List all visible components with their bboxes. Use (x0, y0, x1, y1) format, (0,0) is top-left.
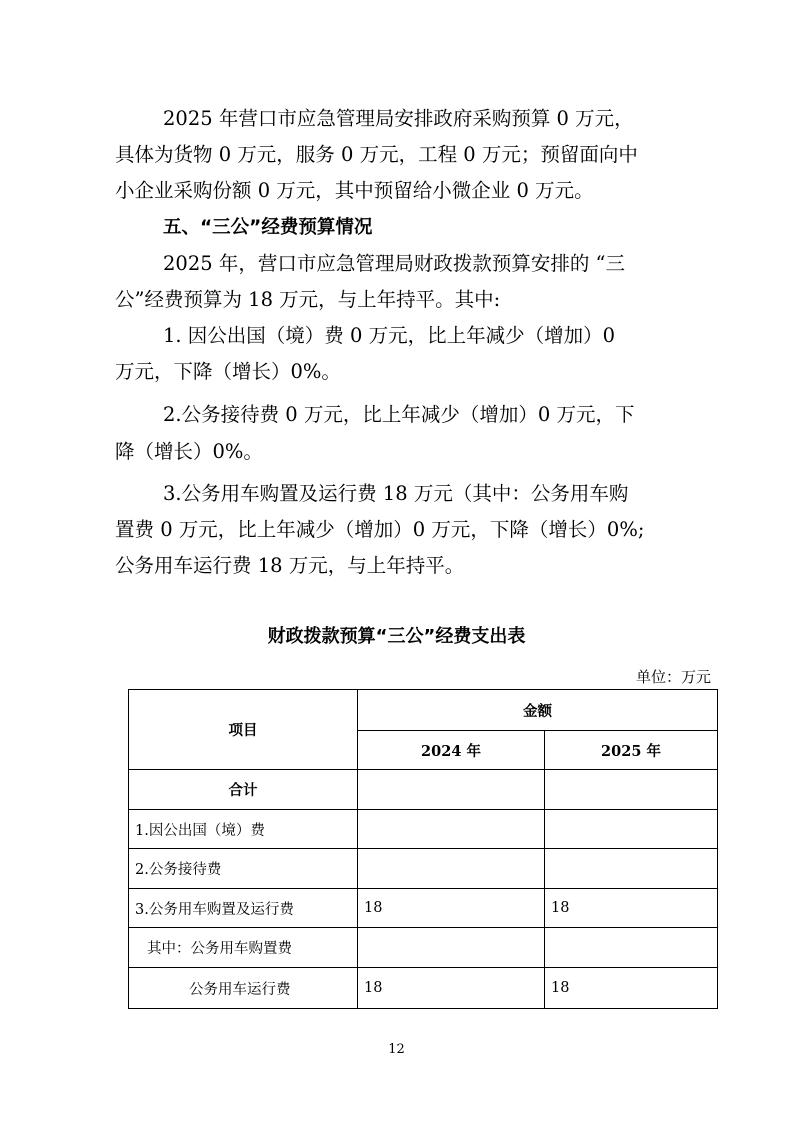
para4-line2: 降（增长）0%。 (115, 440, 263, 463)
row-value-2024 (358, 770, 545, 810)
row-value-2025 (545, 770, 718, 810)
row-value-2024: 18 (358, 968, 545, 1009)
header-year-2025: 2025 年 (545, 731, 718, 770)
row-value-2025: 18 (545, 968, 718, 1009)
para1-line1: 2025 年营口市应急管理局安排政府采购预算 0 万元， (163, 107, 634, 130)
row-value-2025 (545, 928, 718, 968)
row-label: 1.因公出国（境）费 (129, 810, 358, 849)
row-value-2024 (358, 810, 545, 849)
expense-table (128, 689, 718, 1009)
table-row (129, 889, 718, 928)
table-row (129, 770, 718, 810)
header-year-2024: 2024 年 (358, 731, 545, 770)
row-value-2024: 18 (358, 889, 545, 928)
row-label: 2.公务接待费 (129, 849, 358, 889)
para2-line1: 2025 年，营口市应急管理局财政拨款预算安排的 “三 (163, 252, 625, 275)
row-value-2025 (545, 849, 718, 889)
unit-label: 单位：万元 (635, 668, 711, 686)
para5-line1: 3.公务用车购置及运行费 18 万元（其中：公务用车购 (163, 482, 629, 505)
row-value-2024 (358, 849, 545, 889)
row-label: 公务用车运行费 (129, 968, 358, 1009)
para1-line2: 具体为货物 0 万元，服务 0 万元，工程 0 万元；预留面向中 (115, 143, 638, 166)
para1-line3: 小企业采购份额 0 万元，其中预留给小微企业 0 万元。 (115, 179, 594, 202)
row-label: 3.公务用车购置及运行费 (129, 889, 358, 928)
para5-line2: 置费 0 万元，比上年减少（增加）0 万元，下降（增长）0%; (115, 518, 645, 541)
table-row (129, 968, 718, 1009)
row-value-2025: 18 (545, 889, 718, 928)
table-title: 财政拨款预算“三公”经费支出表 (267, 626, 526, 647)
header-amount: 金额 (358, 690, 718, 731)
row-value-2025 (545, 810, 718, 849)
table-row (129, 849, 718, 889)
page-number: 12 (388, 1042, 405, 1057)
row-label: 其中：公务用车购置费 (129, 928, 358, 968)
header-row (129, 690, 718, 731)
para5-line3: 公务用车运行费 18 万元，与上年持平。 (115, 554, 465, 577)
para3-line1: 1. 因公出国（境）费 0 万元，比上年减少（增加）0 (163, 324, 616, 347)
table-row (129, 810, 718, 849)
table-row (129, 928, 718, 968)
para4-line1: 2.公务接待费 0 万元，比上年减少（增加）0 万元，下 (163, 403, 635, 426)
section-heading: 五、“三公”经费预算情况 (163, 217, 373, 238)
para2-line2: 公”经费预算为 18 万元，与上年持平。其中: (115, 288, 501, 311)
header-item: 项目 (129, 690, 358, 770)
row-value-2024 (358, 928, 545, 968)
row-label-total: 合计 (129, 770, 358, 810)
para3-line2: 万元，下降（增长）0%。 (115, 360, 341, 383)
